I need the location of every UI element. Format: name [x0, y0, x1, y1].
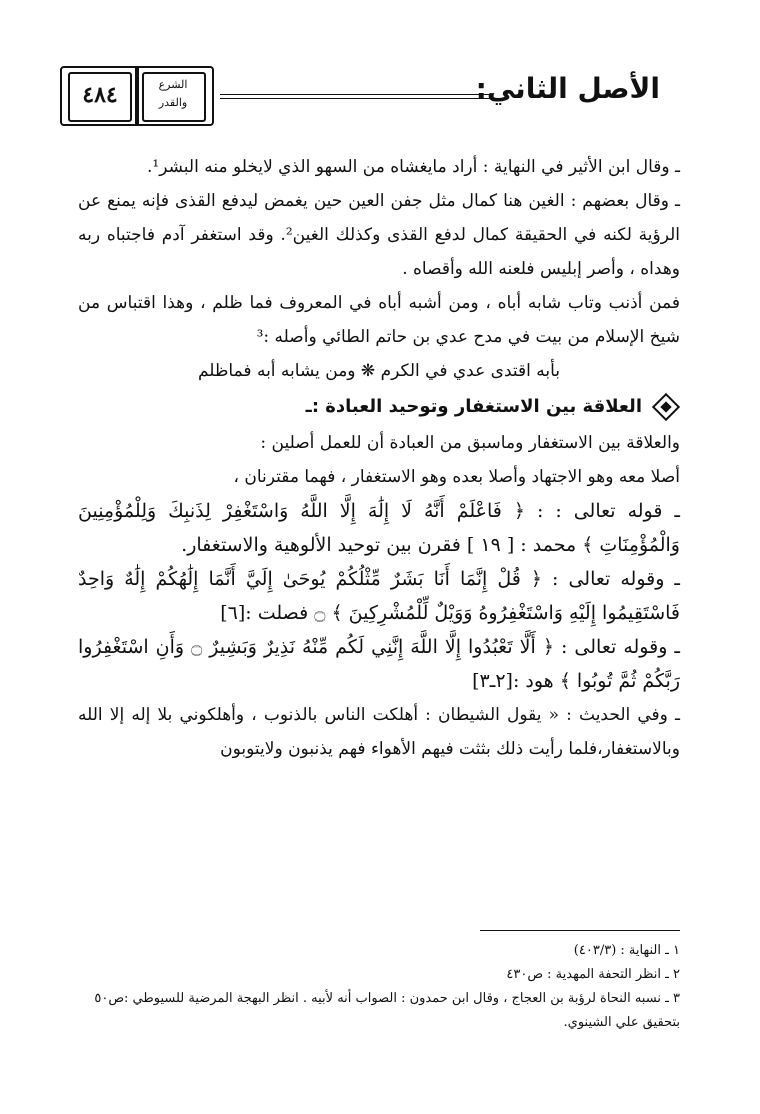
footnote: ٢ ـ انظر التحفة المهدية : ص٤٣٠ [506, 967, 680, 982]
header-rule [220, 98, 490, 99]
quran-citation: ـ وقوله تعالى : ﴿ قُلْ إِنَّمَا أَنَا بَشَرٌ مِّثْلُكُمْ يُوحَىٰ إِلَيَّ أَنَّمَا إِلَٰهُكُمْ إِلَٰهٌ وَاحِدٌ فَاسْتَقِيمُوا إِلَيْهِ وَاسْتَغْفِرُوهُ وَوَيْلٌ لِّلْمُشْرِكِينَ ﴾ ۝ فصلت :[٦] [78, 568, 680, 624]
paragraph: ـ وقال ابن الأثير في النهاية : أراد مايغشاه من السهو الذي لايخلو منه البشر¹. [146, 157, 680, 177]
footnote: ١ ـ النهاية : (٤٠٣/٣) [573, 943, 680, 958]
footnote: ٣ ـ نسبه النحاة لرؤبة بن العجاج ، وقال ابن حمدون : الصواب أنه لأبيه . انظر البهجة المرضية للسيوطي :ص٥٠ بتحقيق علي الشينوي. [94, 991, 680, 1030]
book-icon [60, 66, 214, 126]
footnotes [78, 930, 680, 1035]
header-rule [220, 94, 490, 95]
paragraph: أصلا معه وهو الاجتهاد وأصلا بعده وهو الاستغفار ، فهما مقترنان ، [233, 467, 680, 487]
chapter-title: الأصل الثاني: [475, 72, 660, 105]
quran-citation: ـ وقوله تعالى : ﴿ أَلَّا تَعْبُدُوا إِلَّا اللَّهَ إِنَّنِي لَكُم مِّنْهُ نَذِيرٌ وَبَشِيرٌ ۝ وَأَنِ اسْتَغْفِرُوا رَبَّكُمْ ثُمَّ تُوبُوا ﴾ هود :[٢ـ٣] [78, 636, 680, 692]
page-header [60, 60, 660, 130]
page-number: ٤٨٤ [82, 82, 118, 108]
poem-verse: بأبه اقتدى عدي في الكرم ❋ ومن يشابه أبه فماظلم [197, 361, 561, 381]
paragraph: ـ وفي الحديث : « يقول الشيطان : أهلكت الناس بالذنوب ، وأهلكوني بلا إله إلا الله وبالاستغفار،فلما رأيت ذلك بثثت فيهم الأهواء فهم يذنبون ولايتوبون [78, 705, 680, 759]
paragraph: والعلاقة بين الاستغفار وماسبق من العبادة أن للعمل أصلين : [260, 433, 680, 453]
book-spine [135, 66, 139, 126]
book-label-line1: الشرع [158, 78, 188, 91]
main-text [78, 150, 680, 766]
paragraph: فمن أذنب وتاب شابه أباه ، ومن أشبه أباه في المعروف فما ظلم ، وهذا اقتباس من شيخ الإسلام من بيت في مدح عدي بن حاتم الطائي وأصله :³ [78, 293, 680, 347]
quran-citation: ـ قوله تعالى : : ﴿ فَاعْلَمْ أَنَّهُ لَا إِلَٰهَ إِلَّا اللَّهُ وَاسْتَغْفِرْ لِذَنبِكَ وَلِلْمُؤْمِنِينَ وَالْمُؤْمِنَاتِ ﴾ محمد : [ ١٩ ] فقرن بين توحيد الألوهية والاستغفار. [78, 500, 680, 556]
book-label-line2: والقدر [158, 96, 188, 109]
diamond-bullet-icon [652, 393, 680, 421]
section-heading [78, 390, 680, 424]
book-label [144, 76, 202, 112]
section-title: العلاقة بين الاستغفار وتوحيد العبادة :ـ [305, 396, 642, 417]
footnote-rule [480, 930, 680, 931]
paragraph: ـ وقال بعضهم : الغين هنا كمال مثل جفن العين حين يغمض ليدفع القذى فإنه يمنع عن الرؤية لكنه في الحقيقة كمال لدفع القذى وكذلك الغين². وقد استغفر آدم فاجتباه ربه وهداه ، وأصر إبليس فلعنه الله وأقصاه . [78, 191, 680, 279]
